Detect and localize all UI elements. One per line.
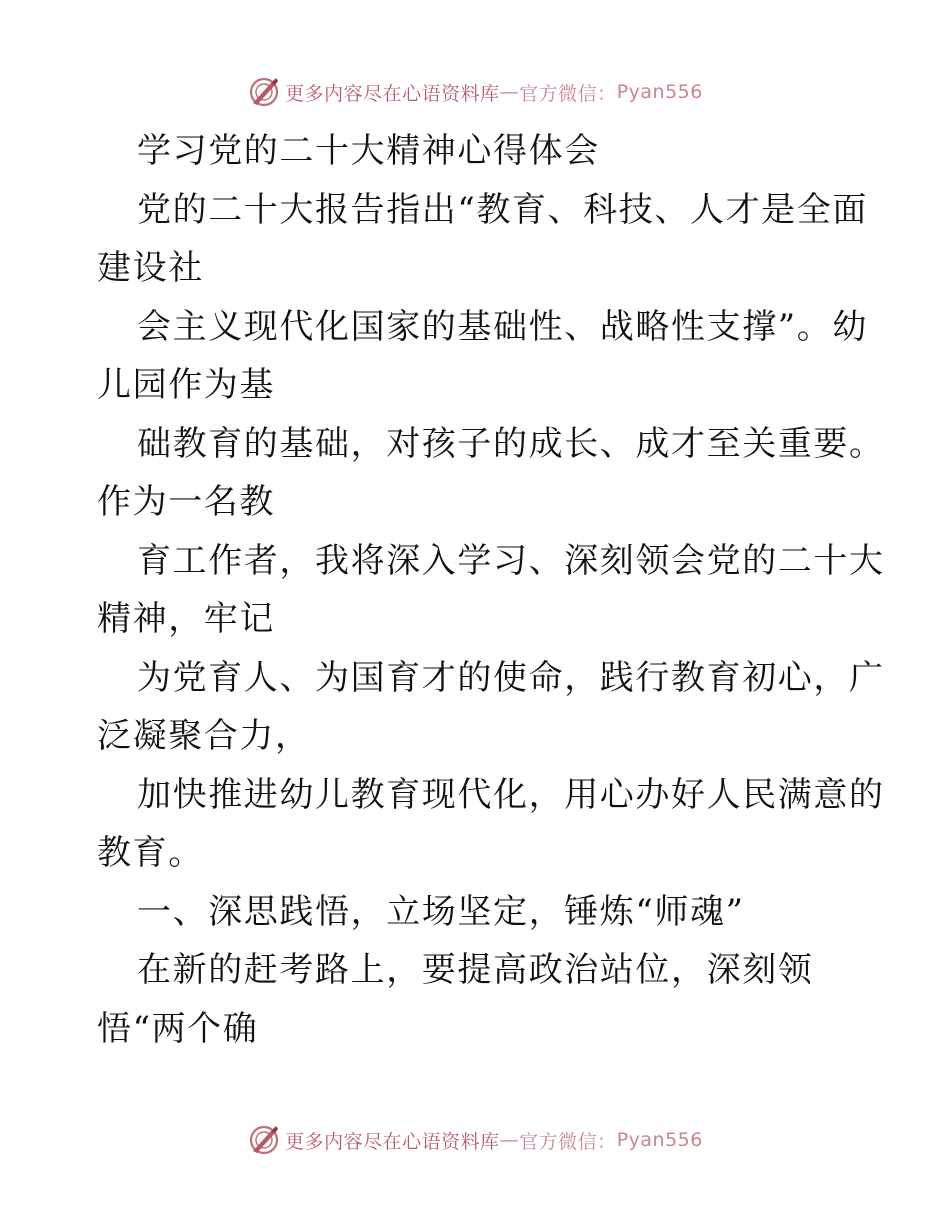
text-line: 建设社 [97, 248, 204, 288]
banner-wechat-label: 官方微信： [519, 82, 617, 105]
text-line: 教育。 [97, 833, 204, 873]
banner-wechat-label: 官方微信： [519, 1130, 617, 1153]
header-watermark [0, 72, 950, 112]
text-line: 在新的赶考路上，要提高政治站位，深刻领 [137, 950, 814, 990]
banner-brand: 更多内容尽在心语资料库 [285, 1130, 500, 1153]
text-line: 加快推进幼儿教育现代化，用心办好人民满意的 [137, 774, 885, 815]
banner-dash: — [499, 1129, 520, 1151]
banner-wechat-id: Pyan556 [616, 1129, 703, 1151]
text-line: 党的二十大报告指出“教育、科技、人才是全面 [137, 189, 868, 230]
text-line: 作为一名教 [97, 482, 275, 522]
document-title: 学习党的二十大精神心得体会 [137, 131, 600, 171]
footer-watermark [0, 1120, 950, 1160]
text-line: 儿园作为基 [97, 365, 275, 405]
pen-logo-icon [247, 1123, 281, 1157]
document-body [97, 122, 885, 1058]
banner-brand: 更多内容尽在心语资料库 [285, 82, 500, 105]
text-line: 会主义现代化国家的基础性、战略性支撑”。幼 [137, 306, 868, 347]
banner-wechat-id: Pyan556 [616, 81, 703, 103]
text-line: 泛凝聚合力， [97, 716, 311, 756]
text-line: 为党育人、为国育才的使命，践行教育初心，广 [137, 657, 885, 698]
pen-logo-icon [247, 75, 281, 109]
text-line: 精神，牢记 [97, 599, 275, 639]
text-line: 育工作者，我将深入学习、深刻领会党的二十大 [137, 540, 885, 581]
text-line: 础教育的基础，对孩子的成长、成才至关重要。 [137, 423, 885, 464]
banner-dash: — [499, 81, 520, 103]
text-line: 悟“两个确 [97, 1008, 259, 1049]
section-heading: 一、深思践悟，立场坚定，锤炼“师魂” [137, 891, 745, 932]
